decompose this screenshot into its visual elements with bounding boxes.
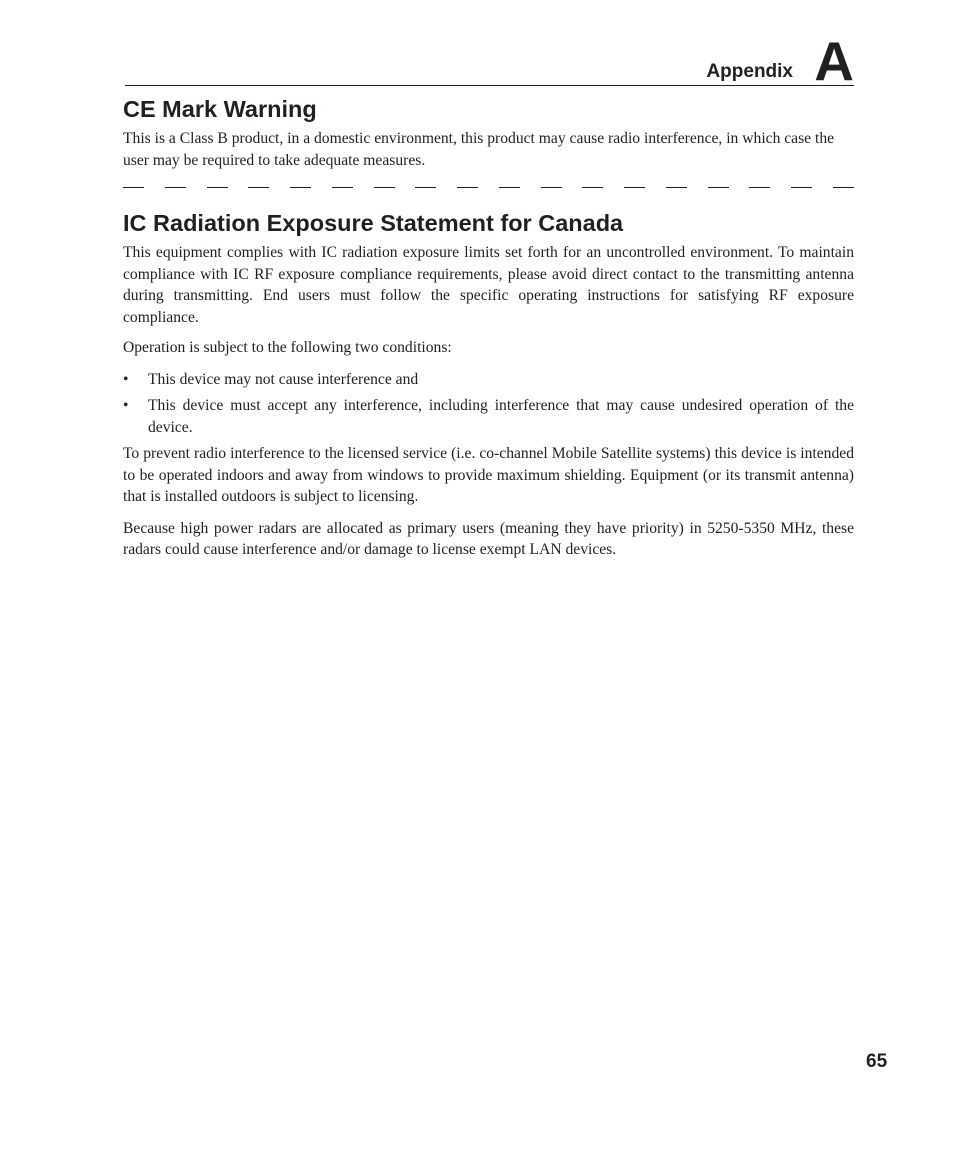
list-item [123,369,854,391]
divider-dash [499,187,520,188]
divider-dash [165,187,186,188]
list-item-text: This device may not cause interference and [148,370,419,388]
ic-paragraph-interference: To prevent radio interference to the licensed service (i.e. co-channel Mobile Satellite systems) this device is intended to be operated indoors and away from windows to provide maximum shielding. Equipment (or its transmit antenna) that is installed outdoors is subject to licensing. [123,445,854,505]
divider-dash [290,187,311,188]
divider-dash [374,187,395,188]
ic-paragraph-radars: Because high power radars are allocated as primary users (meaning they have priority) in 5250-5350 MHz, these radars could cause interference and/or damage to license exempt LAN devices. [123,519,854,558]
divider-dash [207,187,228,188]
divider-dash [749,187,770,188]
divider-dash [457,187,478,188]
conditions-list [123,369,854,439]
bullet-icon: • [123,370,129,388]
divider-dash [708,187,729,188]
list-item [123,395,854,438]
divider-dash [666,187,687,188]
divider-dash [123,187,144,188]
divider-dash [541,187,562,188]
list-item-text: This device must accept any interference, including interference that may cause undesired operation of the device. [148,397,854,436]
ce-section-text: This is a Class B product, in a domestic environment, this product may cause radio interference, in which case the user may be required to take adequate measures. [123,130,835,169]
section-divider [123,181,854,195]
ic-paragraph-compliance: This equipment complies with IC radiation exposure limits set forth for an uncontrolled environment. To maintain compliance with IC RF exposure compliance requirements, please avoid direct contact to the transmitting antenna during transmitting. End users must follow the specific operating instructions for satisfying RF exposure compliance. [123,244,854,326]
divider-dash [791,187,812,188]
divider-dash [624,187,645,188]
bullet-icon: • [123,397,129,414]
divider-dash [415,187,436,188]
ic-section-title: IC Radiation Exposure Statement for Canada [123,210,624,236]
divider-dash [332,187,353,188]
page-header [125,30,854,92]
chapter-letter: A [814,30,854,92]
ce-section-title: CE Mark Warning [123,96,317,122]
divider-dash [582,187,603,188]
divider-dash [248,187,269,188]
ic-paragraph-conditions: Operation is subject to the following two conditions: [123,339,452,356]
page-number: 65 [866,1051,888,1072]
header-label: Appendix [706,61,793,82]
divider-dash [833,187,854,188]
page-content [123,94,854,561]
